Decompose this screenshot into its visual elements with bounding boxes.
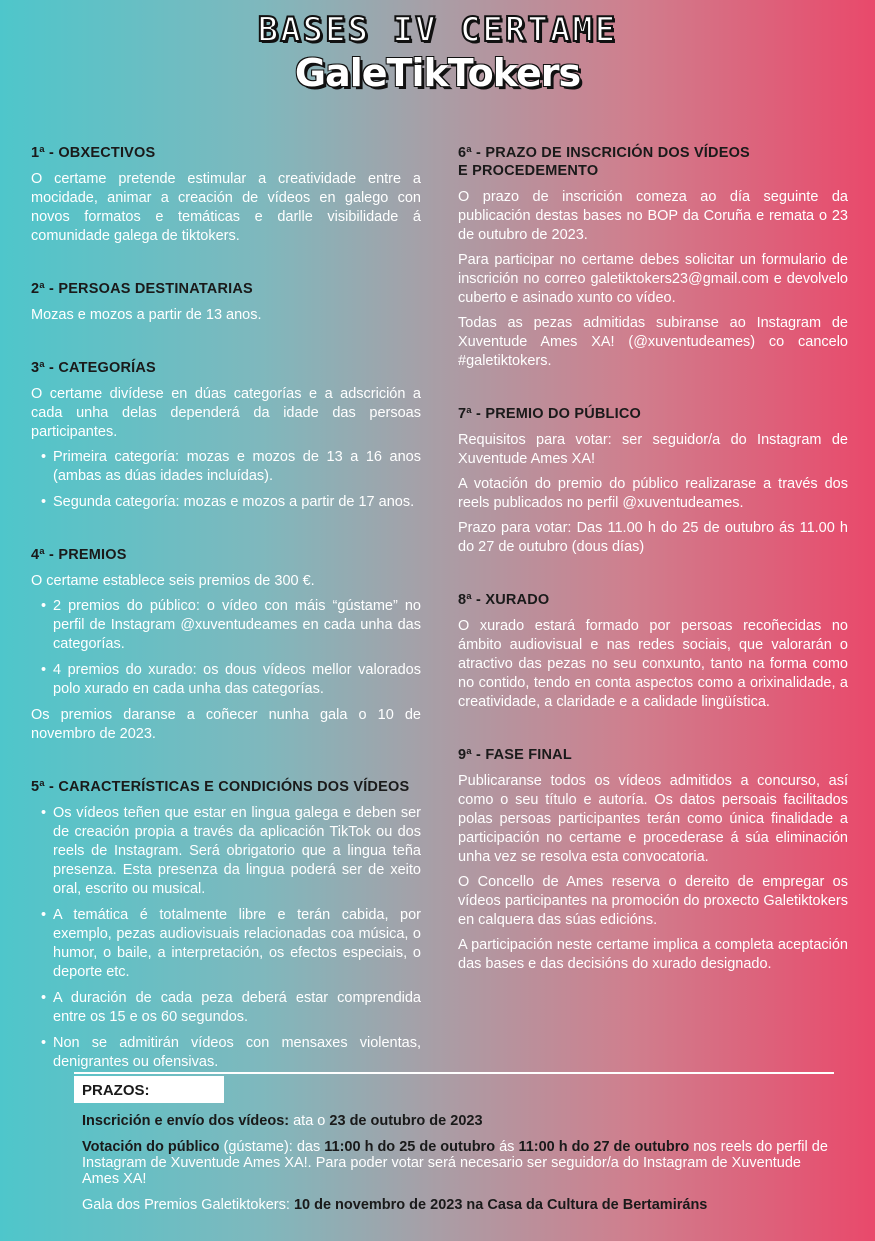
paragraph: Requisitos para votar: ser seguidor/a do Instagram de Xuventude Ames XA! (458, 432, 848, 467)
paragraph: Mozas e mozos a partir de 13 anos. (31, 307, 262, 323)
paragraph: O Concello de Ames reserva o dereito de empregar os vídeos participantes na promoción do proxecto Galetiktokers en calquera das súas edicións. (458, 874, 848, 928)
section (31, 546, 421, 744)
section (458, 746, 848, 974)
bullet-list (31, 804, 421, 1072)
list-item: • Non se admitirán vídeos con mensaxes violentas, denigrantes ou ofensivas. (53, 1034, 421, 1072)
paragraph: Todas as pezas admitidas subiranse ao Instagram de Xuventude Ames XA! (@xuventudeames) co cancelo #galetiktokers. (458, 315, 848, 369)
paragraph: Publicaranse todos os vídeos admitidos a concurso, así como o seu título e autoría. Os datos persoais facilitados polas persoas participantes terán como única finalidade a participación no certame e procederase á súa eliminación unha vez se resolva esta convocatoria. (458, 773, 848, 865)
section-title: 4ª - PREMIOS (31, 547, 127, 563)
section (458, 591, 848, 712)
section (31, 778, 421, 1072)
section (31, 359, 421, 512)
deadline-gala: Gala dos Premios Galetiktokers: 10 de novembro de 2023 na Casa da Cultura de Bertamiráns (82, 1197, 708, 1213)
list-item: • A duración de cada peza deberá estar comprendida entre os 15 e os 60 segundos. (53, 989, 421, 1027)
list-item: • Os vídeos teñen que estar en lingua galega e deben ser de creación propia a través da aplicación TikTok ou dos reels de Instagram. Será obrigatorio que a lingua teña presenza. Esta presenza da lingua poderá ser de xeito oral, escrito ou musical. (53, 804, 421, 899)
deadlines-heading: PRAZOS: (74, 1076, 224, 1103)
paragraph: O certame pretende estimular a creatividade entre a mocidade, animar a creación de vídeos en galego con novos formatos e temáticas e darlle visibilidade á comunidade galega de tiktokers. (31, 171, 421, 244)
brand-logo: GaleTikTokers (294, 51, 581, 95)
paragraph: Os premios daranse a coñecer nunha gala o 10 de novembro de 2023. (31, 707, 421, 742)
list-item: • A temática é totalmente libre e terán cabida, por exemplo, pezas audiovisuais relacionadas coa música, o humor, o baile, a interpretación, os efectos especiais, o deporte etc. (53, 906, 421, 982)
list-item: • Primeira categoría: mozas e mozos de 13 a 16 anos (ambas as dúas idades incluídas). (53, 448, 421, 486)
list-item: • 2 premios do público: o vídeo con máis “gústame” no perfil de Instagram @xuventudeames en cada unha das categorías. (53, 597, 421, 654)
section (458, 144, 848, 371)
page-header (0, 10, 875, 96)
section-title: 7ª - PREMIO DO PÚBLICO (458, 406, 641, 422)
section-title: 2ª - PERSOAS DESTINATARIAS (31, 281, 253, 297)
paragraph: A votación do premio do público realizarase a través dos reels publicados no perfil @xuventudeames. (458, 476, 848, 511)
paragraph: O prazo de inscrición comeza ao día seguinte da publicación destas bases no BOP da Coruña e remata o 23 de outubro de 2023. (458, 189, 848, 243)
left-column (31, 144, 421, 1106)
paragraph: Para participar no certame debes solicitar un formulario de inscrición no correo galetiktokers23@gmail.com e devolvelo cuberto e asinado xunto co vídeo. (458, 252, 848, 306)
deadlines-box (74, 1072, 834, 1213)
deadline-voting: Votación do público (gústame): das 11:00 h do 25 de outubro ás 11:00 h do 27 de outubro nos reels do perfil de Instagram de Xuventude Ames XA!. Para poder votar será necesario ser seguidor/a do Instagram de Xuventude Ames XA! (82, 1139, 828, 1187)
section-title: 1ª - OBXECTIVOS (31, 145, 156, 161)
bullet-list (31, 597, 421, 699)
paragraph: O certame divídese en dúas categorías e a adscrición a cada unha delas dependerá da idade das persoas participantes. (31, 386, 421, 440)
section (31, 144, 421, 246)
paragraph: O certame establece seis premios de 300 €. (31, 573, 315, 589)
list-item: • 4 premios do xurado: os dous vídeos mellor valorados polo xurado en cada unha das categorías. (53, 661, 421, 699)
section-title: 3ª - CATEGORÍAS (31, 360, 156, 376)
section (31, 280, 421, 325)
section-title: 5ª - CARACTERÍSTICAS E CONDICIÓNS DOS VÍDEOS (31, 779, 410, 795)
paragraph: O xurado estará formado por persoas recoñecidas no ámbito audiovisual e nas redes sociais, que valorarán o atractivo das pezas no seu conxunto, tanto na forma como no contido, tendo en conta aspectos como a orixinalidade, a creatividade, a claridade e a calidade lingüística. (458, 618, 848, 710)
right-column (458, 144, 848, 1008)
paragraph: Prazo para votar: Das 11.00 h do 25 de outubro ás 11.00 h do 27 de outubro (dous días) (458, 520, 848, 555)
section (458, 405, 848, 557)
section-title: 6ª - PRAZO DE INSCRICIÓN DOS VÍDEOS E PROCEDEMENTO (458, 145, 750, 179)
section-title: 8ª - XURADO (458, 592, 550, 608)
bullet-list (31, 448, 421, 512)
paragraph: A participación neste certame implica a completa aceptación das bases e das decisións do xurado designado. (458, 937, 848, 972)
header-title: BASES IV CERTAME (257, 10, 618, 50)
section-title: 9ª - FASE FINAL (458, 747, 572, 763)
list-item: • Segunda categoría: mozas e mozos a partir de 17 anos. (53, 493, 421, 512)
deadline-registration: Inscrición e envío dos vídeos: ata o 23 de outubro de 2023 (82, 1113, 483, 1129)
